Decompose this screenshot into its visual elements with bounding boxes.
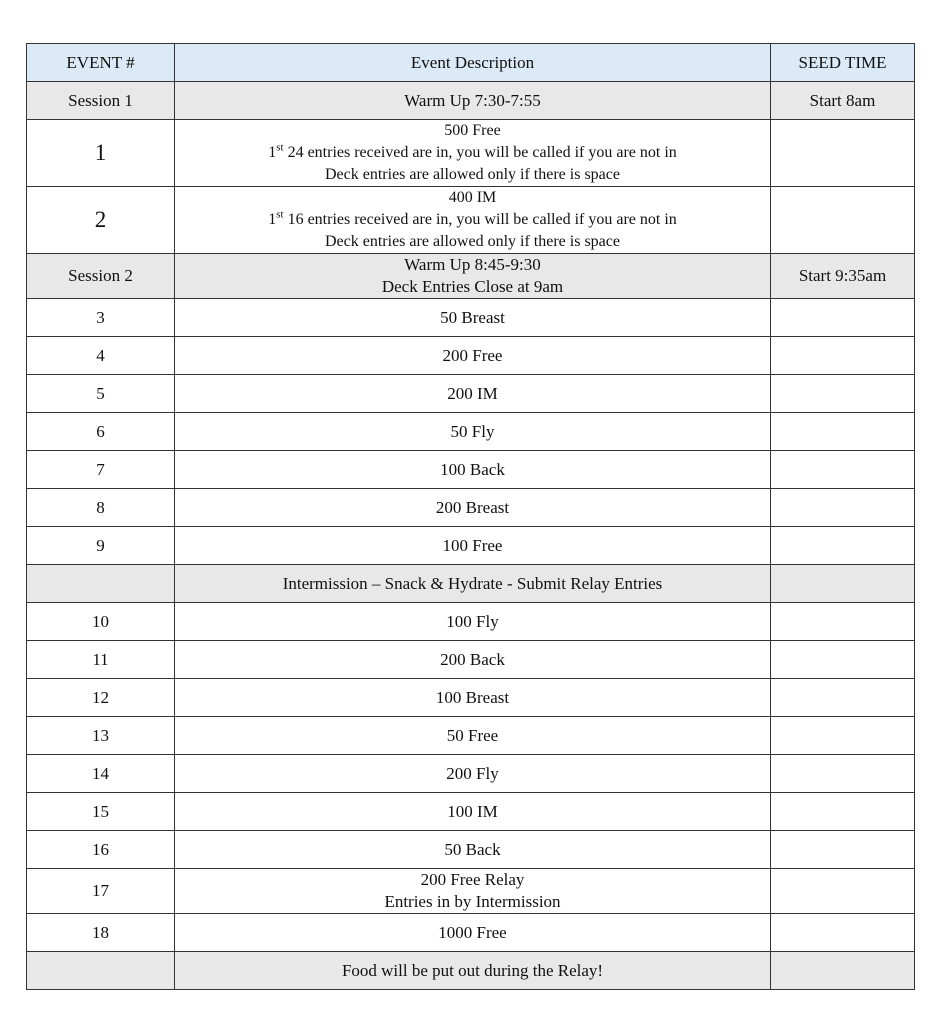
seed-time-cell: [771, 375, 915, 413]
header-seed-time: SEED TIME: [771, 44, 915, 82]
event-number: 14: [27, 755, 175, 793]
ordinal-number: 1: [268, 211, 277, 228]
event-description: 50 Free: [175, 717, 771, 755]
event-number: 10: [27, 603, 175, 641]
header-event-number: EVENT #: [27, 44, 175, 82]
seed-time-cell: [771, 527, 915, 565]
event-description: 200 Free: [175, 337, 771, 375]
event-row-17: [27, 869, 915, 914]
session-2-deck-close: Deck Entries Close at 9am: [381, 277, 564, 296]
event-description: [175, 869, 771, 914]
seed-time-cell: [771, 755, 915, 793]
session-1-row: [27, 82, 915, 120]
header-event-description: Event Description: [175, 44, 771, 82]
footer-seed-cell: [771, 952, 915, 990]
event-row-4: [27, 337, 915, 375]
event-row-1: [27, 120, 915, 187]
event-number: 18: [27, 914, 175, 952]
event-row-10: [27, 603, 915, 641]
ordinal-suffix: st: [276, 208, 284, 221]
meet-events-table: [26, 43, 915, 990]
event-row-3: [27, 299, 915, 337]
event-number: 3: [27, 299, 175, 337]
event-number: 1: [27, 120, 175, 187]
event-entry-note: [175, 142, 770, 164]
intermission-seed-cell: [771, 565, 915, 603]
session-1-warmup: Warm Up 7:30-7:55: [175, 82, 771, 120]
event-description: 100 IM: [175, 793, 771, 831]
intermission-row: [27, 565, 915, 603]
event-number: 15: [27, 793, 175, 831]
seed-time-cell: [771, 641, 915, 679]
session-2-info: [175, 254, 771, 299]
event-description: 200 IM: [175, 375, 771, 413]
event-description: 100 Fly: [175, 603, 771, 641]
session-2-label: Session 2: [27, 254, 175, 299]
seed-time-cell: [771, 793, 915, 831]
session-2-warmup: Warm Up 8:45-9:30: [404, 255, 541, 274]
event-row-13: [27, 717, 915, 755]
seed-time-cell: [771, 679, 915, 717]
session-2-start: Start 9:35am: [771, 254, 915, 299]
footer-note-row: [27, 952, 915, 990]
event-row-12: [27, 679, 915, 717]
event-description: 100 Free: [175, 527, 771, 565]
event-description: [175, 187, 771, 254]
event-title: 500 Free: [444, 122, 501, 139]
event-number: 4: [27, 337, 175, 375]
footer-number-cell: [27, 952, 175, 990]
seed-time-cell: [771, 717, 915, 755]
event-description: 100 Breast: [175, 679, 771, 717]
event-number: 2: [27, 187, 175, 254]
event-number: 11: [27, 641, 175, 679]
event-row-6: [27, 413, 915, 451]
seed-time-cell: [771, 337, 915, 375]
entry-note-text: 24 entries received are in, you will be called if you are not in: [283, 144, 677, 161]
seed-time-cell: [771, 187, 915, 254]
seed-time-cell: [771, 914, 915, 952]
event-row-7: [27, 451, 915, 489]
seed-time-cell: [771, 869, 915, 914]
entry-note-text: 16 entries received are in, you will be called if you are not in: [283, 211, 677, 228]
event-entry-note: [175, 209, 770, 231]
seed-time-cell: [771, 120, 915, 187]
event-number: 7: [27, 451, 175, 489]
seed-time-cell: [771, 451, 915, 489]
ordinal-suffix: st: [276, 141, 284, 154]
event-description: 100 Back: [175, 451, 771, 489]
seed-time-cell: [771, 413, 915, 451]
seed-time-cell: [771, 603, 915, 641]
relay-entry-note: Entries in by Intermission: [384, 892, 561, 911]
seed-time-cell: [771, 831, 915, 869]
table-header-row: [27, 44, 915, 82]
footer-note: Food will be put out during the Relay!: [175, 952, 771, 990]
event-row-18: [27, 914, 915, 952]
event-description: 50 Breast: [175, 299, 771, 337]
event-row-8: [27, 489, 915, 527]
intermission-text: Intermission – Snack & Hydrate - Submit Relay Entries: [175, 565, 771, 603]
event-number: 8: [27, 489, 175, 527]
event-number: 16: [27, 831, 175, 869]
event-description: [175, 120, 771, 187]
event-number: 17: [27, 869, 175, 914]
event-row-9: [27, 527, 915, 565]
event-description: 200 Back: [175, 641, 771, 679]
ordinal-number: 1: [268, 144, 277, 161]
event-description: 200 Breast: [175, 489, 771, 527]
event-title: 400 IM: [448, 189, 497, 206]
session-1-start: Start 8am: [771, 82, 915, 120]
session-2-row: [27, 254, 915, 299]
event-number: 9: [27, 527, 175, 565]
event-number: 5: [27, 375, 175, 413]
event-description: 1000 Free: [175, 914, 771, 952]
deck-entry-note: Deck entries are allowed only if there is space: [325, 233, 620, 250]
event-number: 6: [27, 413, 175, 451]
event-description: 50 Fly: [175, 413, 771, 451]
session-1-label: Session 1: [27, 82, 175, 120]
seed-time-cell: [771, 299, 915, 337]
event-row-15: [27, 793, 915, 831]
event-row-2: [27, 187, 915, 254]
event-title: 200 Free Relay: [420, 870, 525, 889]
event-number: 12: [27, 679, 175, 717]
event-row-14: [27, 755, 915, 793]
event-row-5: [27, 375, 915, 413]
event-number: 13: [27, 717, 175, 755]
event-row-11: [27, 641, 915, 679]
event-description: 200 Fly: [175, 755, 771, 793]
event-description: 50 Back: [175, 831, 771, 869]
seed-time-cell: [771, 489, 915, 527]
event-row-16: [27, 831, 915, 869]
deck-entry-note: Deck entries are allowed only if there is space: [325, 166, 620, 183]
intermission-number-cell: [27, 565, 175, 603]
